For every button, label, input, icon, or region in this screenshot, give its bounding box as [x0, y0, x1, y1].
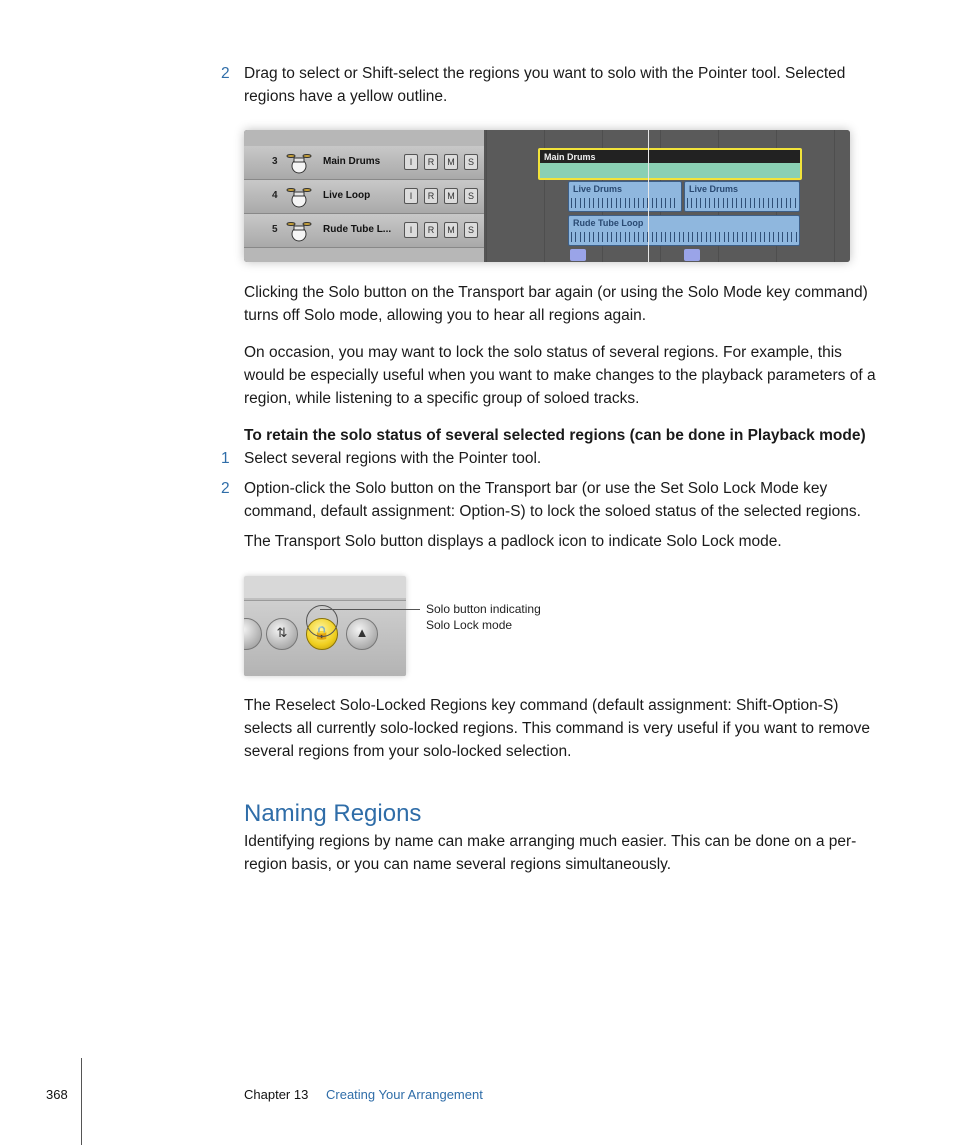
region-stub — [684, 249, 700, 261]
input-monitor-button[interactable]: I — [404, 222, 418, 238]
solo-button[interactable]: S — [464, 188, 478, 204]
sync-button[interactable] — [346, 618, 378, 650]
waveform — [571, 232, 797, 242]
record-enable-button[interactable]: R — [424, 188, 438, 204]
footer-rule — [81, 1058, 82, 1145]
track-row — [244, 180, 484, 214]
step-text: Drag to select or Shift-select the regions you want to solo with the Pointer tool. Selected regions have a yellow outline. — [244, 65, 846, 105]
arrange-area — [486, 130, 850, 262]
track-number: 3 — [272, 156, 278, 167]
playhead[interactable] — [648, 130, 649, 262]
region-live-drums[interactable] — [684, 181, 800, 212]
step-number: 2 — [221, 480, 230, 497]
track-row — [244, 214, 484, 248]
region-label: Main Drums — [544, 152, 596, 162]
region-main-drums[interactable] — [538, 148, 802, 180]
track-number: 4 — [272, 190, 278, 201]
waveform — [687, 198, 797, 208]
paragraph: Clicking the Solo button on the Transport bar again (or using the Solo Mode key command) turns off Solo mode, allowing you to hear all regions again. — [244, 284, 868, 324]
step-number: 2 — [221, 65, 230, 82]
track-buttons — [404, 188, 478, 204]
track-name: Rude Tube L... — [323, 224, 392, 235]
paragraph: Identifying regions by name can make arranging much easier. This can be done on a per-region basis, or you can name several regions simultaneously. — [244, 833, 857, 873]
drum-kit-icon — [286, 150, 312, 174]
drum-kit-icon — [286, 218, 312, 242]
track-name: Main Drums — [323, 156, 381, 167]
section-heading: Naming Regions — [244, 800, 422, 827]
record-enable-button[interactable]: R — [424, 154, 438, 170]
track-buttons — [404, 222, 478, 238]
mute-button[interactable]: M — [444, 154, 458, 170]
record-enable-button[interactable]: R — [424, 222, 438, 238]
track-name: Live Loop — [323, 190, 371, 201]
step-text: Option-click the Solo button on the Transport bar (or use the Set Solo Lock Mode key command, default assignment: Option-S) to lock the soloed status of the selected regions. — [244, 480, 861, 520]
step-number: 1 — [221, 450, 230, 467]
input-monitor-button[interactable]: I — [404, 154, 418, 170]
solo-button[interactable]: S — [464, 222, 478, 238]
step-text: Select several regions with the Pointer tool. — [244, 450, 542, 467]
solo-button[interactable]: S — [464, 154, 478, 170]
padlock-icon: 🔒 — [313, 625, 331, 640]
callout-line-2: Solo Lock mode — [426, 618, 513, 632]
drum-kit-icon — [286, 184, 312, 208]
footer-chapter: Chapter 13 — [244, 1087, 309, 1102]
region-rude-tube-loop[interactable] — [568, 215, 800, 246]
region-label: Live Drums — [689, 184, 739, 194]
mute-button[interactable]: M — [444, 188, 458, 204]
callout-label — [426, 601, 541, 633]
input-monitor-button[interactable]: I — [404, 188, 418, 204]
task-heading: To retain the solo status of several selected regions (can be done in Playback mode) — [244, 427, 866, 444]
metronome-icon: ▲ — [355, 625, 369, 640]
arrange-screenshot — [244, 130, 850, 262]
region-label: Rude Tube Loop — [573, 218, 644, 228]
track-buttons — [404, 154, 478, 170]
mute-button[interactable]: M — [444, 222, 458, 238]
page-number: 368 — [46, 1087, 68, 1102]
callout-line — [320, 609, 420, 610]
region-stub — [570, 249, 586, 261]
track-row — [244, 146, 484, 180]
waveform — [571, 198, 679, 208]
paragraph: On occasion, you may want to lock the solo status of several regions. For example, this would be especially useful when you want to make changes to the playback parameters of a region, while listening to a specific group of soloed tracks. — [244, 344, 876, 407]
paragraph: The Reselect Solo-Locked Regions key command (default assignment: Shift-Option-S) selects all currently solo-locked regions. This command is very useful if you want to remove several regions from your solo-locked selection. — [244, 697, 871, 760]
paragraph: The Transport Solo button displays a padlock icon to indicate Solo Lock mode. — [244, 533, 782, 550]
region-live-drums[interactable] — [568, 181, 682, 212]
track-list — [244, 130, 486, 262]
callout-line-1: Solo button indicating — [426, 602, 541, 616]
replace-icon: ⇅ — [276, 625, 288, 640]
region-label: Live Drums — [573, 184, 623, 194]
track-number: 5 — [272, 224, 278, 235]
replace-button[interactable] — [266, 618, 298, 650]
footer-chapter-title: Creating Your Arrangement — [326, 1087, 483, 1102]
